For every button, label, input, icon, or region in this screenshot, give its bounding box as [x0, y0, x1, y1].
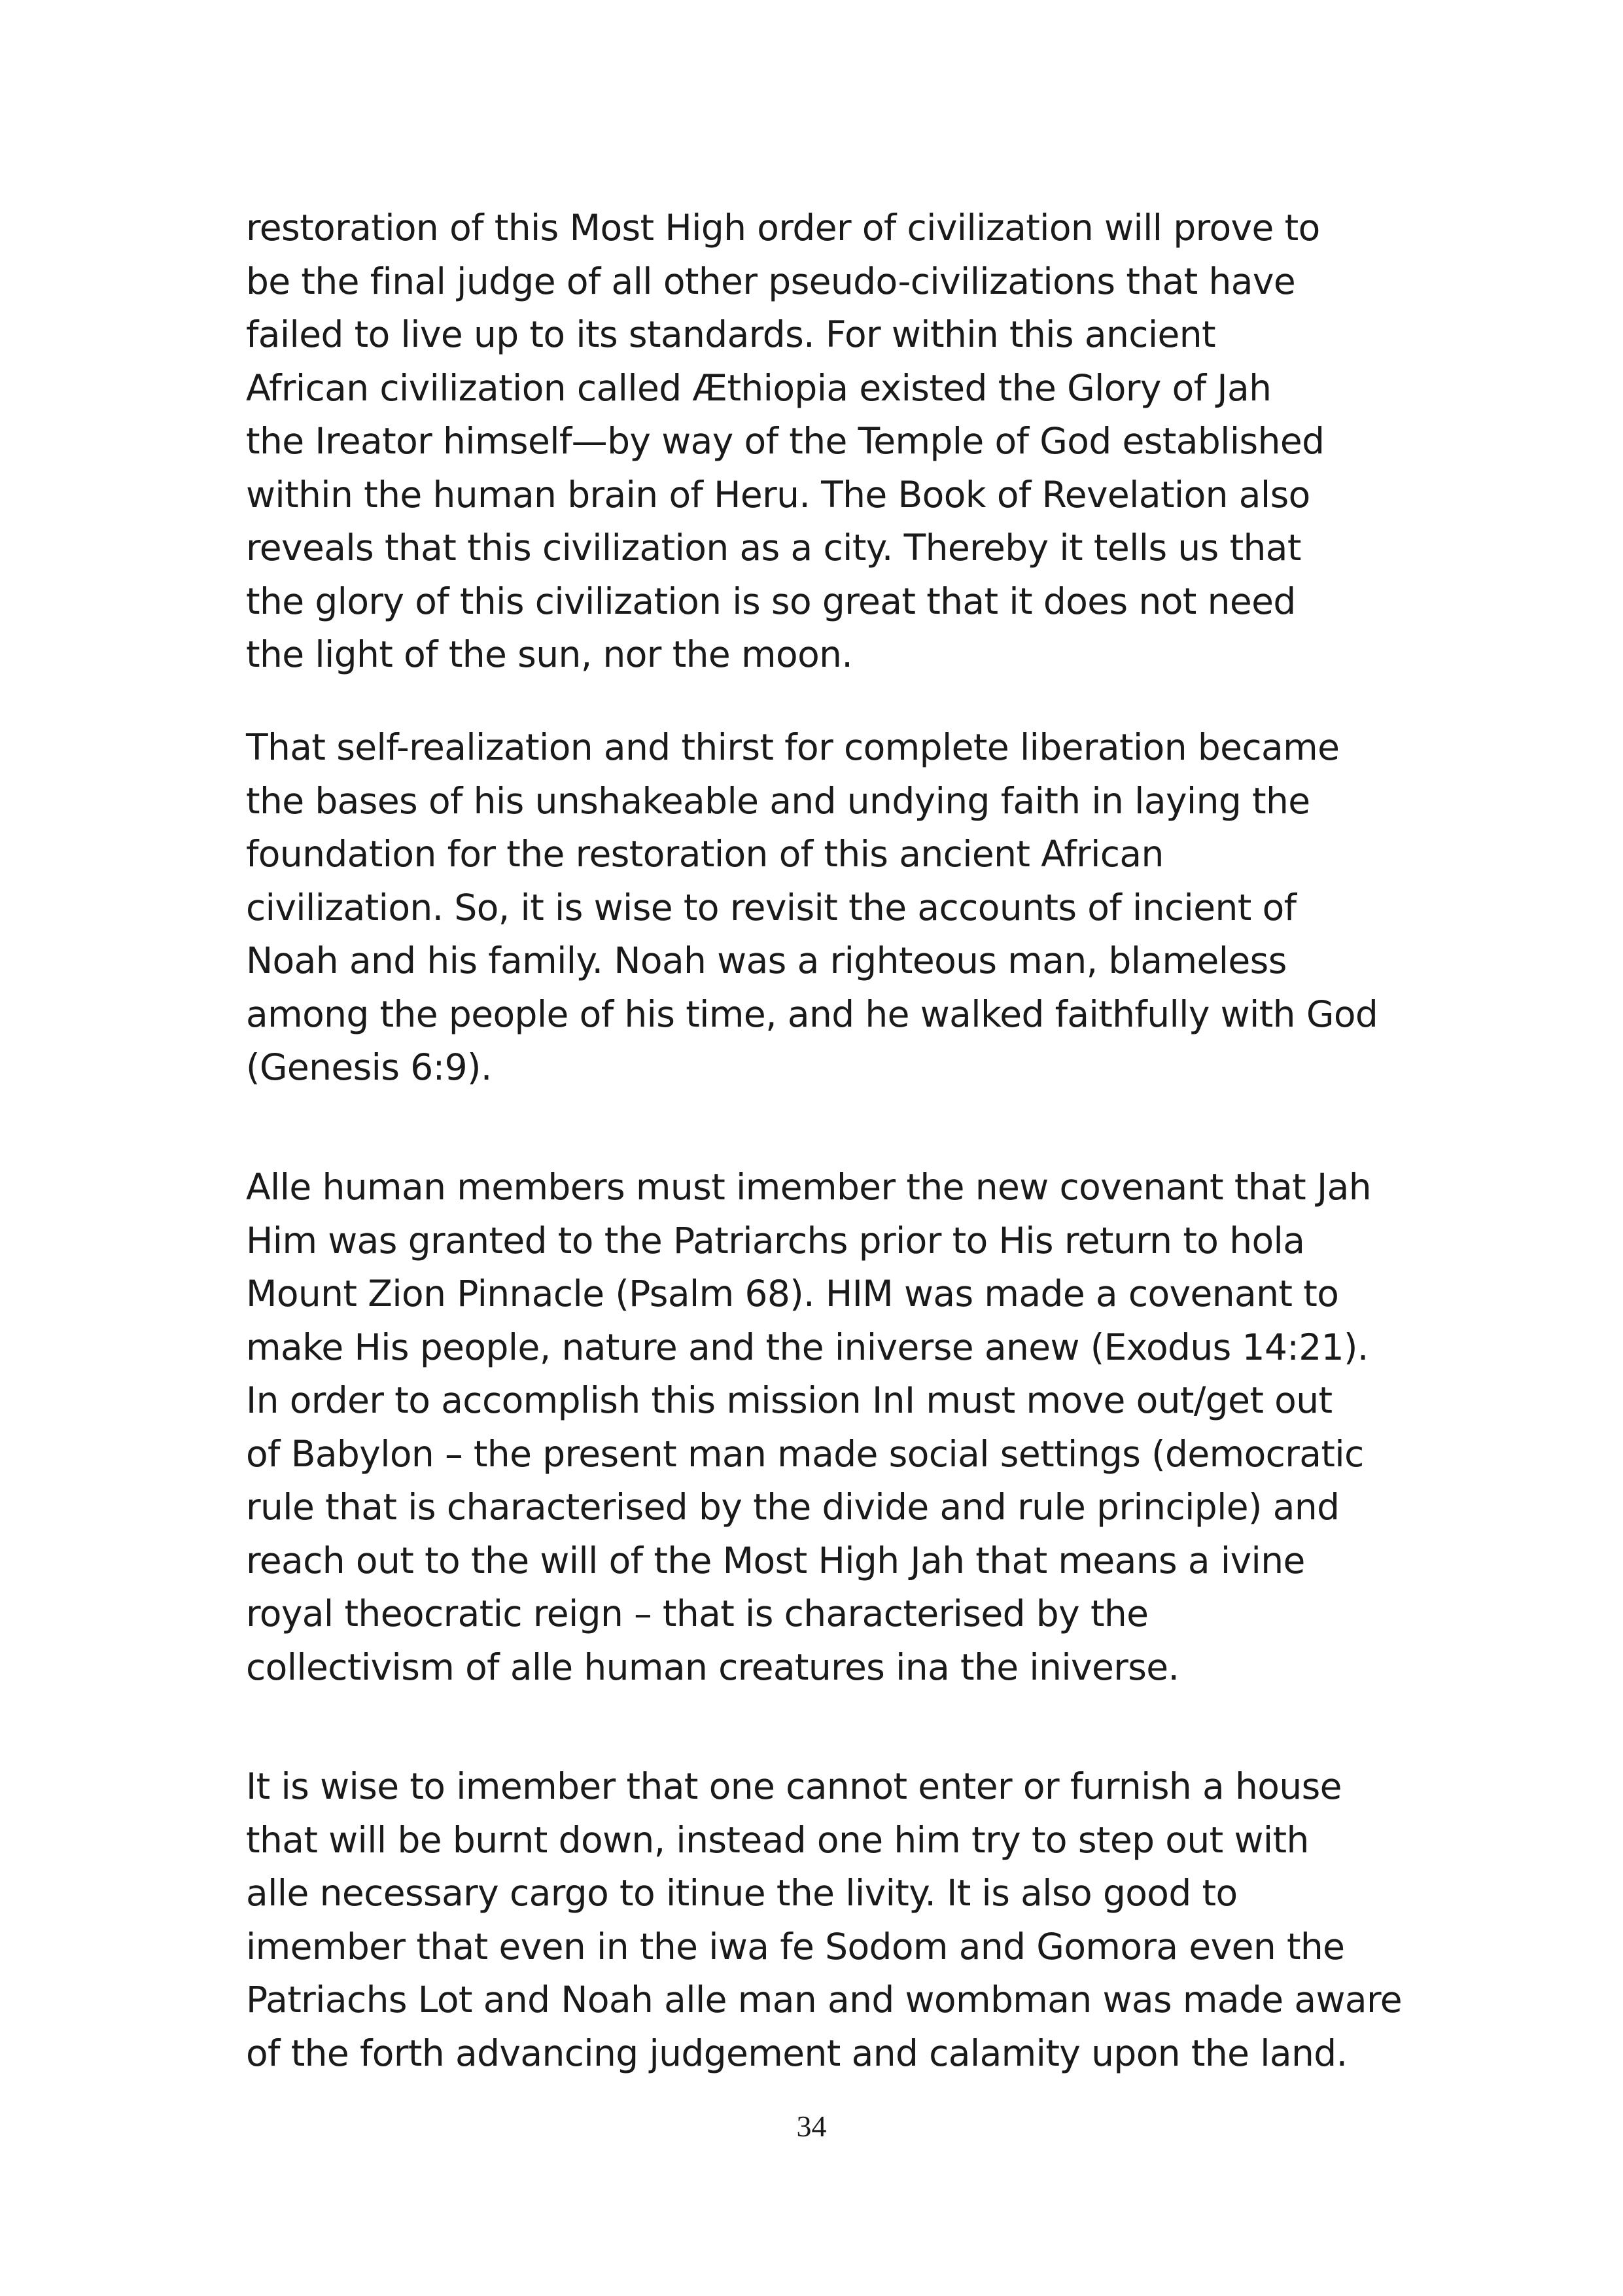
paragraph-3	[246, 1161, 1410, 1694]
text-line: reach out to the will of the Most High Jah that means a ivine	[246, 1539, 1305, 1581]
text-line: Patriachs Lot and Noah alle man and wombman was made aware	[246, 1979, 1403, 2021]
text-line: royal theocratic reign – that is characterised by the	[246, 1593, 1149, 1634]
text-line: the light of the sun, nor the moon.	[246, 633, 853, 675]
text-line: within the human brain of Heru. The Book of Revelation also	[246, 473, 1310, 516]
text-line: Him was granted to the Patriarchs prior to His return to hola	[246, 1219, 1305, 1262]
text-line: imember that even in the iwa fe Sodom and Gomora even the	[246, 1925, 1345, 1968]
text-line: collectivism of alle human creatures ina the iniverse.	[246, 1646, 1179, 1688]
paragraph-2	[246, 721, 1410, 1095]
page-number: 34	[796, 2110, 827, 2143]
text-line: the glory of this civilization is so great that it does not need	[246, 580, 1296, 622]
text-line: foundation for the restoration of this ancient African	[246, 833, 1164, 875]
text-line: restoration of this Most High order of civilization will prove to	[246, 207, 1320, 249]
text-line: civilization. So, it is wise to revisit the accounts of incient of	[246, 886, 1297, 928]
text-line: of the forth advancing judgement and calamity upon the land.	[246, 2032, 1348, 2074]
text-line: In order to accomplish this mission InI must move out/get out	[246, 1379, 1333, 1421]
text-line: (Genesis 6:9).	[246, 1046, 492, 1088]
text-line: alle necessary cargo to itinue the livity. It is also good to	[246, 1872, 1238, 1914]
text-line: African civilization called Æthiopia existed the Glory of Jah	[246, 366, 1272, 409]
text-line: the bases of his unshakeable and undying faith in laying the	[246, 779, 1310, 822]
paragraph-1	[246, 202, 1410, 682]
text-line: the Ireator himself—by way of the Temple of God established	[246, 420, 1325, 462]
text-line: reveals that this civilization as a city. Thereby it tells us that	[246, 527, 1301, 569]
text-line: rule that is characterised by the divide and rule principle) and	[246, 1486, 1340, 1528]
text-line: That self-realization and thirst for complete liberation became	[246, 726, 1340, 768]
text-line: be the final judge of all other pseudo-civilizations that have	[246, 260, 1296, 302]
text-line: that will be burnt down, instead one him try to step out with	[246, 1818, 1309, 1861]
text-line: among the people of his time, and he walked faithfully with God	[246, 993, 1378, 1035]
text-line: failed to live up to its standards. For within this ancient	[246, 313, 1216, 355]
text-line: make His people, nature and the iniverse anew (Exodus 14:21).	[246, 1326, 1369, 1368]
paragraph-4	[246, 1760, 1410, 2080]
text-line: Alle human members must imember the new covenant that Jah	[246, 1166, 1371, 1208]
text-line: Mount Zion Pinnacle (Psalm 68). HIM was made a covenant to	[246, 1273, 1339, 1315]
text-line: of Babylon – the present man made social settings (democratic	[246, 1432, 1364, 1475]
text-line: Noah and his family. Noah was a righteous man, blameless	[246, 940, 1287, 981]
text-line: It is wise to imember that one cannot enter or furnish a house	[246, 1765, 1342, 1807]
